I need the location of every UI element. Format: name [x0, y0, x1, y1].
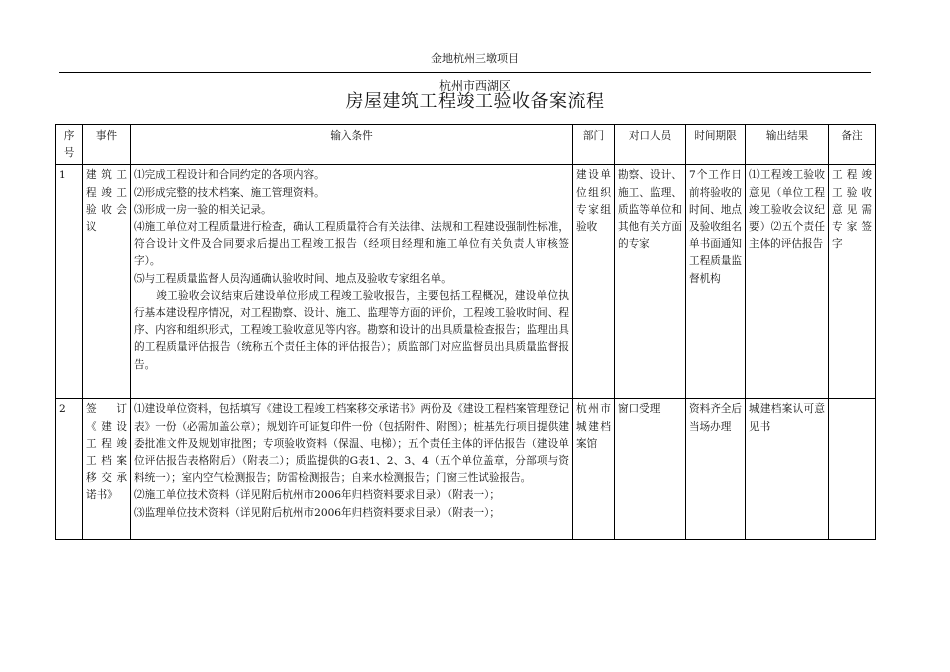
condition-line: ⑵施工单位技术资料（详见附后杭州市2006年归档资料要求目录）（附表一）； [134, 489, 500, 502]
row-note [829, 399, 876, 540]
row-dept: 杭州市城建档案馆 [573, 399, 615, 540]
running-header: 金地杭州三墩项目 [431, 52, 519, 65]
row-contact: 勘察、设计、施工、监理、质监等单位和其他有关方面的专家 [615, 165, 686, 399]
row-event: 签订《建设工程竣工档案移交承诺书》 [83, 399, 131, 540]
condition-paragraph: 竣工验收会议结束后建设单位形成工程竣工验收报告，主要包括工程概况，建设单位执行基本建设程序情况，对工程勘察、设计、施工、监理等方面的评价，工程竣工验收时间、程序、内容和组织形式，工程竣工验收意见等内容。勘察和设计的出具质量检查报告；监理出具的工程质量评估报告（统称五个责任主体的评估报告）；质监部门对应监督员出具质量监督报告。 [134, 289, 569, 371]
row-conditions [131, 165, 573, 399]
condition-line: ⑶监理单位技术资料（详见附后杭州市2006年归档资料要求目录）（附表一）； [134, 506, 500, 519]
col-header-deadline: 时间期限 [686, 125, 746, 165]
col-header-dept: 部门 [573, 125, 615, 165]
col-header-output: 输出结果 [746, 125, 829, 165]
table-row [56, 165, 876, 399]
condition-line: ⑷施工单位对工程质量进行检查，确认工程质量符合有关法律、法规和工程建设强制性标准，符合设计文件及合同要求后提出工程竣工报告（经项目经理和施工单位有关负责人审核签字）。 [134, 221, 569, 268]
condition-line: ⑶形成一房一验的相关记录。 [134, 203, 272, 216]
region-label: 杭州市西湖区 [438, 79, 511, 93]
table-row [56, 399, 876, 540]
condition-line: ⑴完成工程设计和合同约定的各项内容。 [134, 169, 325, 182]
row-contact: 窗口受理 [615, 399, 686, 540]
table-header-row [56, 125, 876, 165]
row-output: 城建档案认可意见书 [746, 399, 829, 540]
document-title: 房屋建筑工程竣工验收备案流程 [345, 91, 605, 112]
header-rule [59, 72, 871, 73]
row-deadline: 资料齐全后当场办理 [686, 399, 746, 540]
col-header-no: 序号 [56, 125, 83, 165]
row-no: 1 [56, 165, 83, 399]
condition-line: ⑸与工程质量监督人员沟通确认验收时间、地点及验收专家组名单。 [134, 272, 452, 285]
row-note: 工程竣工验收意见需专家签字 [829, 165, 876, 399]
row-output: ⑴工程竣工验收意见（单位工程竣工验收会议纪要）⑵五个责任主体的评估报告 [746, 165, 829, 399]
col-header-conditions: 输入条件 [131, 125, 573, 165]
col-header-contact: 对口人员 [615, 125, 686, 165]
condition-line: ⑴建设单位资料，包括填写《建设工程竣工档案移交承诺书》两份及《建设工程档案管理登记表》一份（必需加盖公章）；规划许可证复印件一份（包括附件、附图）；桩基先行项目提供建委批准文件及规划审批图；专项验收资料（保温、电梯）；五个责任主体的评估报告（建设单位评估报告表格附后）（附表二）；质监提供的G表1、2、3、4（五个单位盖章，分部项与资料统一）；室内空气检测报告；防雷检测报告；自来水检测报告；门窗三性试验报告。 [134, 403, 569, 485]
col-header-event: 事件 [83, 125, 131, 165]
row-event: 建筑工程竣工验收会议 [83, 165, 131, 399]
row-no: 2 [56, 399, 83, 540]
row-deadline: 7个工作日前将验收的时间、地点及验收组名单书面通知工程质量监督机构 [686, 165, 746, 399]
condition-line: ⑵形成完整的技术档案、施工管理资料。 [134, 186, 325, 199]
process-table [55, 124, 876, 540]
row-conditions [131, 399, 573, 540]
row-dept: 建设单位组织专家组验收 [573, 165, 615, 399]
col-header-note: 备注 [829, 125, 876, 165]
